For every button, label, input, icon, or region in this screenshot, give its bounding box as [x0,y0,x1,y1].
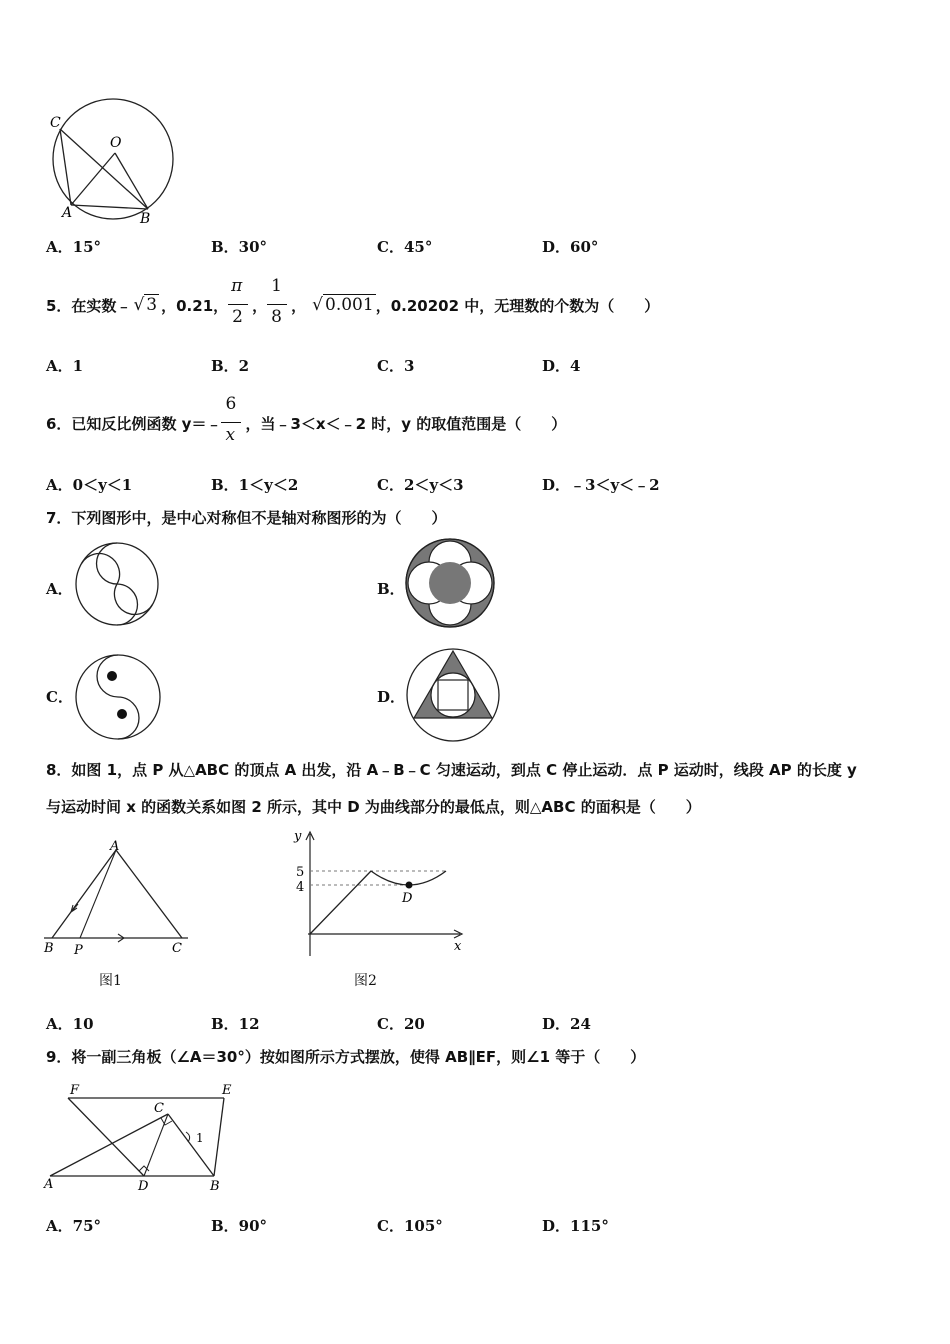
q8-fig1-label-a: A [110,839,120,854]
q9-label-f: F [70,1083,80,1098]
q5-option-c: C．3 [377,357,415,375]
q6-option-b: B．1＜y＜2 [211,476,299,494]
q8-fig2-label-y: y [294,829,302,844]
q6-prefix: 6．已知反比例函数 y＝﹣ [46,414,222,433]
q4-option-a: A．15° [46,238,102,256]
q9-option-d: D．115° [542,1217,609,1235]
q8-fig1-label-p: P [74,943,83,958]
q7-label-a: A． [46,580,73,598]
q8-side-ac [116,850,182,938]
q7-label-c: C． [46,688,73,706]
q8-figure-2 [278,826,468,966]
q8-arrow-bc [110,934,124,942]
q8-option-d: D．24 [542,1015,591,1033]
q9-label-c: C [154,1101,164,1116]
q9-figure [40,1080,250,1200]
q6-fraction-6-over-x: $\frac{6}{x}$ [221,394,241,452]
q5-sep1: ，0.21， [161,296,229,315]
q8-option-c: C．20 [377,1015,425,1033]
q8-line1: 8．如图 1，点 P 从△ABC 的顶点 A 出发，沿 A﹣B﹣C 匀速运动，到点 C 停止运动．点 P 运动时，线段 AP 的长度 y [46,761,857,779]
q8-fig2-tick-5: 5 [296,865,305,880]
q8-option-b: B．12 [211,1015,260,1033]
q5-fraction-1-over-8: $\frac{1}{8}$ [267,276,287,334]
q7-stem: 7．下列图形中，是中心对称但不是轴对称图形的为（ ） [46,509,447,527]
q8-segment-ap [80,850,116,938]
q8-fig1-label-b: B [44,941,54,956]
q9-line-cb [168,1114,214,1176]
q7-figure-d [403,645,503,745]
q8-fig1-caption: 图1 [99,973,122,989]
q7-label-b: B． [377,580,405,598]
q6-option-d: D．﹣3＜y＜﹣2 [542,476,660,494]
q9-label-1: 1 [196,1131,204,1145]
q8-fig1-label-c: C [172,941,182,956]
q9-line-eb [214,1098,224,1176]
q6-suffix: ，当﹣3＜x＜﹣2 时，y 的取值范围是（ ） [245,414,567,433]
q5-option-b: B．2 [211,357,250,375]
q4-label-c: C [50,115,61,131]
q9-stem: 9．将一副三角板（∠A＝30°）按如图所示方式摆放，使得 AB∥EF，则∠1 等于（ ） [46,1048,646,1066]
q8-arrow-ab [71,904,78,912]
q9-label-e: E [222,1083,232,1098]
q5-suffix: ，0.20202 中，无理数的个数为（ ） [375,296,660,315]
q9-option-a: A．75° [46,1217,102,1235]
q6-option-c: C．2＜y＜3 [377,476,464,494]
q9-line-ac [50,1114,168,1176]
q5-sqrt-0001: √ 0.001 [312,295,374,315]
q8-fig2-label-d: D [402,891,413,906]
q7-label-d: D． [377,688,406,706]
q5-prefix: 5．在实数﹣ [46,296,132,315]
q9-label-a: A [44,1177,54,1192]
q8-option-a: A．10 [46,1015,94,1033]
q4-option-d: D．60° [542,238,599,256]
q7-figure-a [73,540,161,628]
q8-point-d [406,882,413,889]
q4-label-a: A [62,205,73,221]
q7-figure-b [403,536,497,630]
q8-fig2-caption: 图2 [354,973,377,989]
q5-stem [46,270,659,340]
q8-fig2-tick-4: 4 [296,880,305,895]
q5-option-a: A．1 [46,357,84,375]
q4-option-b: B．30° [211,238,268,256]
q9-label-b: B [210,1179,220,1194]
q5-sqrt3: √ 3 [133,295,158,315]
q5-option-d: D．4 [542,357,581,375]
q7-figure-c [73,652,163,742]
q8-graph-line [310,871,371,934]
q4-option-c: C．45° [377,238,433,256]
q6-stem [46,388,566,458]
q5-fraction-pi-over-2: $\frac{\pi}{2}$ [228,276,248,334]
q8-fig2-label-x: x [454,939,462,954]
q8-line2: 与运动时间 x 的函数关系如图 2 所示，其中 D 为曲线部分的最低点，则△ABC 的面积是（ ） [46,798,701,816]
q5-sep3: ， [291,296,307,315]
q9-option-c: C．105° [377,1217,443,1235]
q8-side-ab [52,850,116,938]
q9-option-b: B．90° [211,1217,268,1235]
q4-label-b: B [140,211,151,227]
q6-option-a: A．0＜y＜1 [46,476,133,494]
q4-circle-figure [44,95,179,227]
q8-figure-1 [40,836,200,966]
q9-label-d: D [138,1179,149,1194]
q5-sep2: ， [252,296,268,315]
q9-line-fd [68,1098,144,1176]
q4-label-o: O [110,135,122,151]
